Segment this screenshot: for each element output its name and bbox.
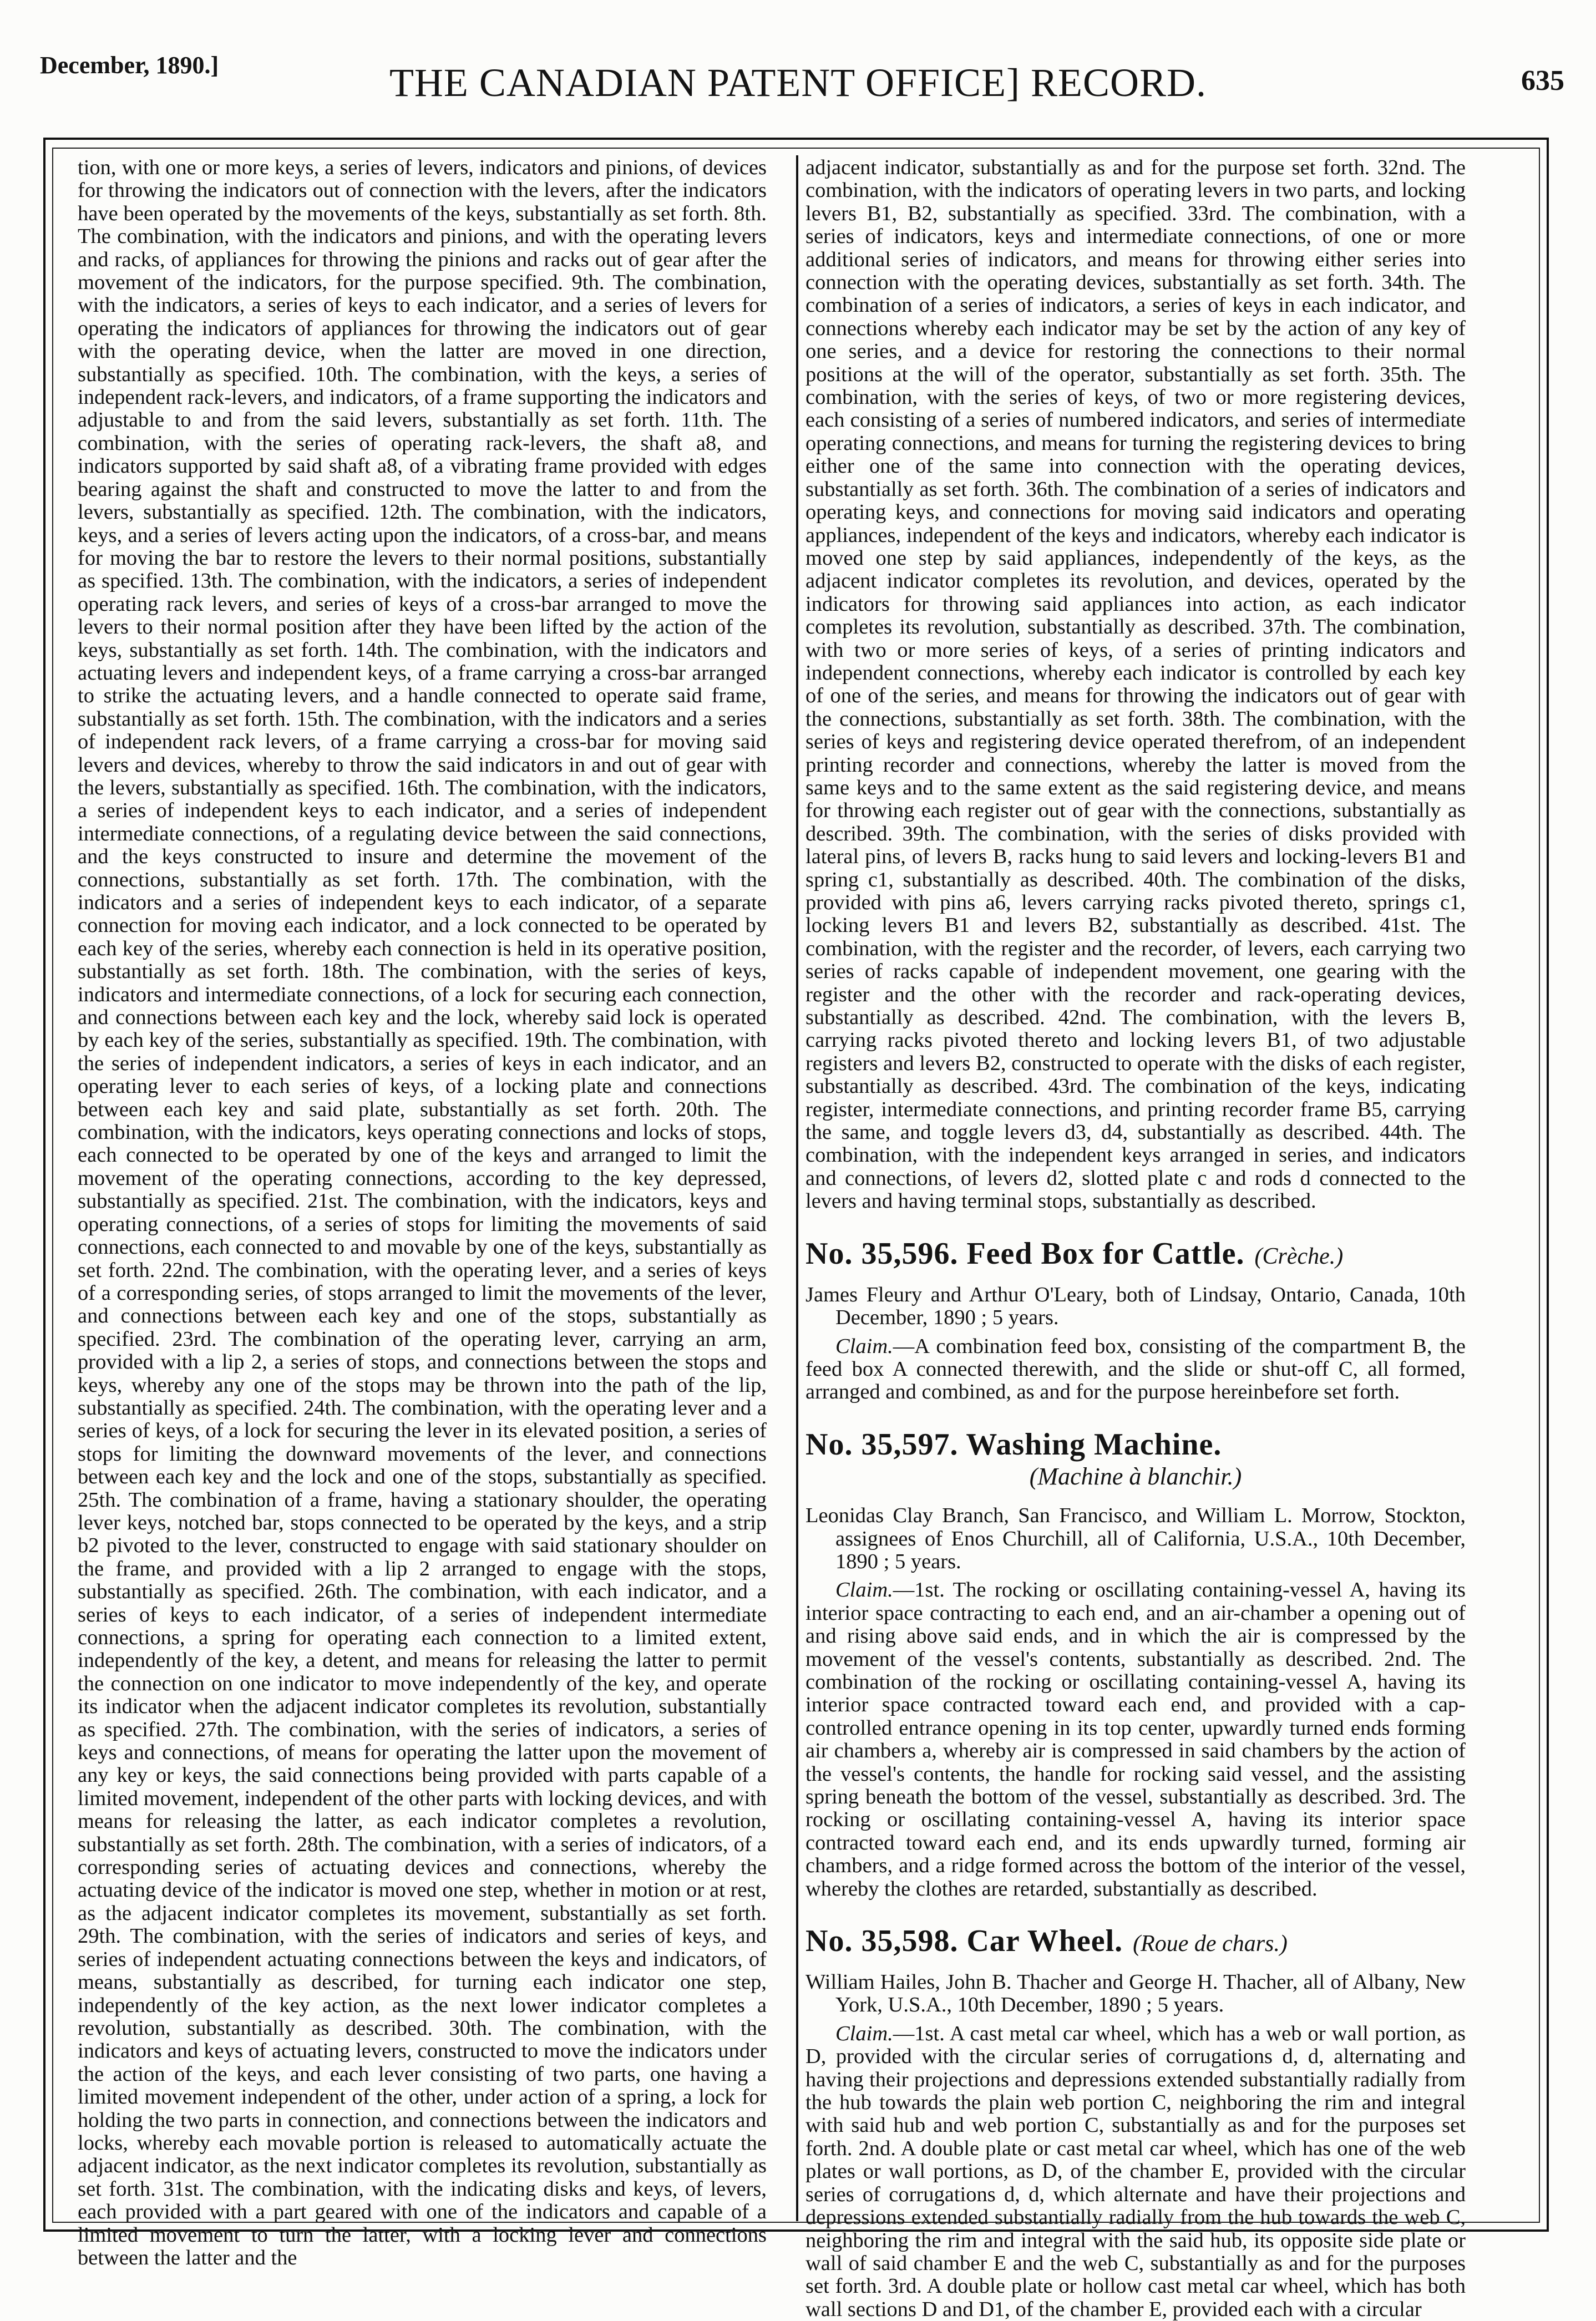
patent-french-title: (Crèche.)	[1254, 1243, 1344, 1269]
claim-label: Claim.	[835, 1578, 893, 1602]
patent-inventors: James Fleury and Arthur O'Leary, both of Lindsay, Ontario, Canada, 10th December, 1890 ; 5 years.	[805, 1283, 1466, 1330]
claim-label: Claim.	[835, 1334, 893, 1358]
patent-inventors: Leonidas Clay Branch, San Francisco, and William L. Morrow, Stockton, assignees of Enos Churchill, all of California, U.S.A., 10th December, 1890 ; 5 years.	[805, 1504, 1466, 1573]
patent-heading	[805, 1426, 1466, 1463]
patent-entry	[805, 1923, 1466, 2321]
right-column	[805, 156, 1466, 2321]
patent-claim	[805, 1335, 1466, 1404]
patent-claim	[805, 2023, 1466, 2321]
patent-claim	[805, 1579, 1466, 1901]
patent-inventors: William Hailes, John B. Thacher and George H. Thacher, all of Albany, New York, U.S.A., 10th December, 1890 ; 5 years.	[805, 1970, 1466, 2017]
patent-french-title: (Roue de chars.)	[1133, 1931, 1288, 1957]
patent-title: No. 35,597. Washing Machine.	[805, 1427, 1222, 1462]
journal-title: THE CANADIAN PATENT OFFICE] RECORD.	[389, 60, 1207, 105]
patent-title: No. 35,598. Car Wheel.	[805, 1924, 1123, 1959]
claim-text: —A combination feed box, consisting of the compartment B, the feed box A connected therewith, and the slide or shut-off C, all formed, arranged and combined, as and for the purpose hereinbefore set forth.	[805, 1334, 1466, 1404]
patent-entry	[805, 1426, 1466, 1901]
claim-text: —1st. A cast metal car wheel, which has a web or wall portion, as D, provided with the circular series of corrugations d, d, alternating and having their projections and depressions extended substantially radially from the hub towards the plain web portion C, neighboring the rim and integral with said hub and web portion C, substantially as and for the purposes set forth. 2nd. A double plate or cast metal car wheel, which has one of the web plates or wall portions, as D, of the chamber E, provided with the circular series of corrugations d, d, which alternate and have their projections and depressions extended substantially radially from the hub towards the web C, neighboring the rim and integral with the said hub, its opposite side plate or wall of said chamber E and the web C, substantially as and for the purposes set forth. 3rd. A double plate or hollow cast metal car wheel, which has both wall sections D and D1, of the chamber E, provided each with a circular	[805, 2021, 1466, 2321]
claim-label: Claim.	[835, 2021, 893, 2045]
claim-text: —1st. The rocking or oscillating containing-vessel A, having its interior space contracting to each end, and an air-chamber a opening out of and rising above said ends, and in which the air is compressed by the movement of the vessel's contents, substantially as described. 2nd. The combination of the rocking or oscillating containing-vessel A, having its interior space contracted toward each end, and provided with a cap-controlled entrance opening in its top center, upwardly turned ends forming air chambers a, whereby air is compressed in said chambers by the action of the vessel's contents, the handle for rocking said vessel, and the assisting spring beneath the bottom of the vessel, substantially as described. 3rd. The rocking or oscillating containing-vessel A, having its interior space contracted toward each end, and its ends upwardly turned, forming air chambers, and a ridge formed across the bottom of the interior of the vessel, whereby the clothes are retarded, substantially as described.	[805, 1578, 1466, 1901]
patent-heading	[805, 1923, 1466, 1962]
patent-heading	[805, 1235, 1466, 1275]
left-column	[78, 156, 767, 2269]
patent-entry	[805, 1235, 1466, 1404]
header-date: December, 1890.]	[40, 52, 219, 79]
claims-continuation-text: tion, with one or more keys, a series of levers, indicators and pinions, of devices for throwing the indicators out of connection with the levers, after the indicators have been operated by the movements of the keys, substantially as set forth. 8th. The combination, with the indicators and pinions, and with the operating levers and racks, of appliances for throwing the pinions and racks out of gear after the movement of the indicators, for the purpose specified. 9th. The combination, with the indicators, a series of keys to each indicator, and a series of levers for operating the indicators of appliances for throwing the indicators out of gear with the operating device, when the latter are moved in one direction, substantially as specified. 10th. The combination, with the keys, a series of independent rack-levers, and indicators, of a frame supporting the indicators and adjustable to and from the said levers, substantially as set forth. 11th. The combination, with the series of operating rack-levers, the shaft a8, and indicators supported by said shaft a8, of a vibrating frame provided with edges bearing against the shaft and constructed to move the latter to and from the levers, substantially as specified. 12th. The combination, with the indicators, keys, and a series of levers acting upon the indicators, of a cross-bar, and means for moving the bar to restore the levers to their normal positions, substantially as specified. 13th. The combination, with the indicators, a series of independent operating rack levers, and series of keys of a cross-bar arranged to move the levers to their normal position after they have been lifted by the action of the keys, substantially as set forth. 14th. The combination, with the indicators and actuating levers and independent keys, of a frame carrying a cross-bar arranged to strike the actuating levers, and a handle connected to operate said frame, substantially as set forth. 15th. The combination, with the indicators and a series of independent rack levers, of a frame carrying a cross-bar for moving said levers and devices, whereby to throw the said indicators in and out of gear with the levers, substantially as specified. 16th. The combination, with the indicators, a series of independent keys to each indicator, and a series of independent intermediate connections, of a regulating device between the said connections, and the keys constructed to insure and determine the movement of the connections, substantially as set forth. 17th. The combination, with the indicators and a series of independent keys to each indicator, of a separate connection for moving each indicator, and a lock connected to be operated by each key of the series, whereby each connection is held in its operative position, substantially as set forth. 18th. The combination, with the series of keys, indicators and intermediate connections, of a lock for securing each connection, and connections between each key and the lock, whereby said lock is operated by each key of the series, substantially as specified. 19th. The combination, with the series of independent indicators, a series of keys in each indicator, and an operating lever to each series of keys, of a locking plate and connections between each key and said plate, substantially as set forth. 20th. The combination, with the indicators, keys operating connections and locks of stops, each connected to be operated by one of the keys and arranged to limit the movement of the operating connections, according to the key depressed, substantially as specified. 21st. The combination, with the indicators, keys and operating connections, of a series of stops for limiting the movements of said connections, each connected to and movable by one of the keys, substantially as set forth. 22nd. The combination, with the operating lever, and a series of keys of a corresponding series, of stops arranged to limit the movements of the lever, and connections between each key and one of the stops, substantially as specified. 23rd. The combination of the operating lever, carrying an arm, provided with a lip 2, a series of stops, and connections between the stops and keys, whereby any one of the stops may be thrown into the path of the lip, substantially as specified. 24th. The combination, with the operating lever and a series of keys, of a lock for securing the lever in its elevated position, a series of stops for limiting the downward movements of the lever, and connections between each key and the lock and one of the stops, substantially as specified. 25th. The combination of a frame, having a stationary shoulder, the operating lever keys, notched bar, stops connected to be operated by the keys, and a strip b2 pivoted to the lever, constructed to engage with said stationary shoulder on the frame, and provided with a lip 2 arranged to engage with the stops, substantially as specified. 26th. The combination, with each indicator, and a series of keys to each indicator, of a series of independent intermediate connections, a spring for operating each connection to a limited extent, independently of the key, a detent, and means for releasing the latter to permit the connection on one indicator to move independently of the key, and operate its indicator when the adjacent indicator completes its revolution, substantially as specified. 27th. The combination, with the series of indicators, a series of keys and connections, of means for operating the latter upon the movement of any key or keys, the said connections being provided with parts capable of a limited movement, independent of the other parts with locking devices, and with means for releasing the latter, as each indicator completes a revolution, substantially as set forth. 28th. The combination, with a series of indicators, of a corresponding series of actuating devices and connections, whereby the actuating device of the indicator is moved one step, whether in motion or at rest, as the adjacent indicator completes its movement, substantially as set forth. 29th. The combination, with the series of indicators and series of keys, and series of independent actuating connections between the keys and indicators, of means, substantially as described, for turning each indicator one step, independently of the key action, as the next lower indicator completes a revolution, substantially as described. 30th. The combination, with the indicators and keys of actuating levers, constructed to move the indicators under the action of the keys, and each lever consisting of two parts, one having a limited movement independent of the other, under action of a spring, a lock for holding the two parts in connection, and connections between the indicators and locks, whereby each movable portion is released to automatically actuate the adjacent indicator, as the next indicator completes its revolution, substantially as set forth. 31st. The combination, with the indicating disks and keys, of levers, each provided with a part geared with one of the indicators and capable of a limited movement to turn the latter, with a locking lever and connections between the latter and the	[78, 156, 767, 2269]
patent-french-title: (Machine à blanchir.)	[1029, 1462, 1242, 1490]
column-divider	[796, 155, 798, 2221]
page-number: 635	[1521, 65, 1564, 97]
patent-title: No. 35,596. Feed Box for Cattle.	[805, 1236, 1245, 1271]
claims-continuation-text-right: adjacent indicator, substantially as and for the purpose set forth. 32nd. The combination, with the indicators of operating levers in two parts, and locking levers B1, B2, substantially as specified. 33rd. The combination, with a series of indicators, keys and intermediate connections, of one or more additional series of indicators, and means for throwing either series into connection with the operating devices, substantially as set forth. 34th. The combination of a series of indicators, a series of keys in each indicator, and connections whereby each indicator may be set by the action of any key of one series, and a device for restoring the connections to their normal positions at the will of the operator, substantially as set forth. 35th. The combination, with the series of keys, of two or more registering devices, each consisting of a series of numbered indicators, and series of intermediate operating connections, and means for turning the registering devices to bring either one of the same into connection with the operating devices, substantially as set forth. 36th. The combination of a series of indicators and operating keys, and connections for moving said indicators and operating appliances, independent of the keys and indicators, whereby each indicator is moved one step by said appliances, independently of the keys, as the adjacent indicator completes its revolution, and devices, operated by the indicators for throwing said appliances into action, as each indicator completes its revolution, substantially as described. 37th. The combination, with two or more series of keys, of a series of printing indicators and independent connections, whereby each indicator is controlled by each key of one of the series, and means for throwing the indicators out of gear with the connections, substantially as set forth. 38th. The combination, with the series of keys and registering device operated therefrom, of an independent printing recorder and connections, whereby the latter is moved from the same keys and to the same extent as the said registering device, and means for throwing each register out of gear with the connections, substantially as described. 39th. The combination, with the series of disks provided with lateral pins, of levers B, racks hung to said levers and locking-levers B1 and spring c1, substantially as described. 40th. The combination of the disks, provided with pins a6, levers carrying racks pivoted thereto, springs c1, locking levers B1 and levers B2, substantially as described. 41st. The combination, with the register and the recorder, of levers, each carrying two series of racks capable of independent movement, one gearing with the register and the other with the recorder and rack-operating devices, substantially as described. 42nd. The combination, with the levers B, carrying racks pivoted thereto and locking levers B1, of two adjustable registers and levers B2, constructed to operate with the disks of each register, substantially as described. 43rd. The combination of the keys, indicating register, intermediate connections, and printing recorder frame B5, carrying the same, and toggle levers d3, d4, substantially as described. 44th. The combination, with the independent keys arranged in series, and indicators and connections, of levers d2, slotted plate c and rods d connected to the levers and having terminal stops, substantially as described.	[805, 156, 1466, 1213]
